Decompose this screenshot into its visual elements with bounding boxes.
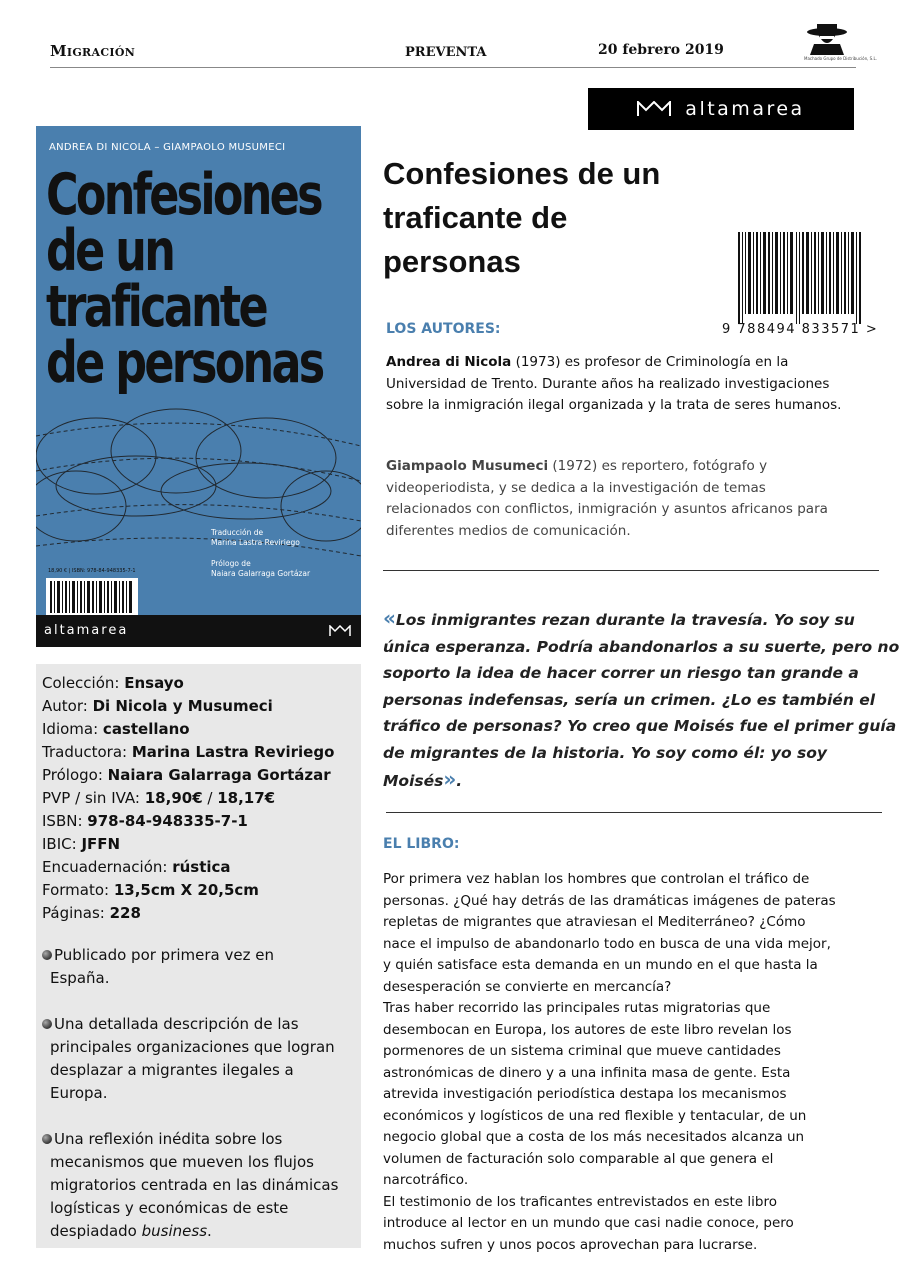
barbed-wire-illustration: [36, 396, 361, 576]
book-specs: [42, 672, 334, 925]
quote-line: personas indefensas, sería un crimen. ¿Lo es también el: [383, 690, 876, 709]
cover-translator: Marina Lastra Reviriego: [211, 538, 300, 548]
cover-prologue: [211, 559, 310, 579]
feature-bullet: Una detallada descripción de las principales organizaciones que logran desplazar a migrantes ilegales a Europa.: [42, 1013, 356, 1105]
cover-publisher-mark-icon: [329, 625, 351, 637]
quote-line: Los inmigrantes rezan durante la travesía. Yo soy su: [395, 611, 855, 629]
book-description-line: introduce al lector en un mundo que casi nadie conoce, pero: [383, 1215, 794, 1231]
publisher-banner: [588, 88, 854, 130]
book-description-line: Por primera vez hablan los hombres que controlan el tráfico de: [383, 871, 810, 887]
spec-autor: Autor: Di Nicola y Musumeci: [42, 697, 273, 715]
book-title-line: personas: [383, 244, 521, 279]
hat-figure-icon: [804, 22, 850, 56]
author-1-bio-line: (1973) es profesor de Criminología en la: [511, 354, 789, 370]
authors-heading: LOS AUTORES:: [386, 321, 501, 337]
author-2-bio-line: diferentes medios de comunicación.: [386, 522, 631, 539]
book-description-line: atrevida investigación periodística destapa los mecanismos: [383, 1086, 787, 1102]
isbn-barcode: [738, 232, 866, 324]
author-2-name: Giampaolo Musumeci: [386, 458, 549, 474]
quote-close-mark: »: [443, 767, 457, 791]
cover-title: [46, 162, 358, 396]
spec-traductora: Traductora: Marina Lastra Reviriego: [42, 743, 335, 761]
book-description-line: pormenores de un sistema criminal que mueve cantidades: [383, 1043, 781, 1059]
book-description-line: El testimonio de los traficantes entrevistados en este libro: [383, 1193, 777, 1210]
spec-ibic: IBIC: JFFN: [42, 835, 121, 853]
cover-title-line: de un: [46, 217, 174, 284]
author-2-bio-line: relacionados con conflictos, inmigración y asuntos africanos para: [386, 501, 828, 517]
book-description-line: económicos y logísticos de una red flexible y tentacular, de un: [383, 1107, 807, 1124]
cover-translation-label: Traducción de: [211, 528, 264, 537]
cover-prologue-label: Prólogo de: [211, 559, 251, 568]
author-1-bio-line: sobre la inmigración ilegal organizada y la trata de seres humanos.: [386, 397, 842, 413]
book-info-box: [36, 664, 361, 1248]
bullet-dot-icon: [42, 1019, 52, 1029]
author-1-name: Andrea di Nicola: [386, 354, 512, 370]
cover-title-line: traficante: [46, 273, 266, 340]
book-description-line: astronómicas de dinero y a una infinita masa de gente. Esta: [383, 1064, 791, 1081]
cover-authors: ANDREA DI NICOLA – GIAMPAOLO MUSUMECI: [49, 142, 286, 153]
spec-coleccion: Colección: Ensayo: [42, 674, 184, 692]
spec-formato: Formato: 13,5cm X 20,5cm: [42, 881, 259, 899]
quote-divider: [386, 812, 882, 813]
cover-title-line: de personas: [46, 329, 323, 396]
cover-barcode-bars: [46, 578, 138, 616]
spec-paginas: Páginas: 228: [42, 904, 141, 922]
spec-isbn: ISBN: 978-84-948335-7-1: [42, 812, 248, 830]
book-description-line: repletas de migrantes que atraviesan el Mediterráneo? ¿Cómo: [383, 914, 806, 930]
cover-isbn: 18,90 € | ISBN: 978-84-948335-7-1: [48, 568, 136, 574]
quote-line: de migrantes de la historia. Yo soy como él: yo soy: [383, 743, 827, 762]
book-description: [383, 869, 898, 1256]
quote-line: Moisés: [383, 772, 444, 790]
book-heading: EL LIBRO:: [383, 836, 460, 852]
book-description-line: personas. ¿Qué hay detrás de las dramáticas imágenes de pateras: [383, 892, 836, 909]
header-divider: [50, 67, 856, 68]
quote-line: soporto la idea de hacer correr un riesgo tan grande a: [383, 664, 859, 682]
book-description-line: narcotráfico.: [383, 1172, 469, 1188]
cover-footer: [36, 615, 361, 647]
cover-publisher: altamarea: [44, 623, 129, 638]
spec-pvp: PVP / sin IVA: 18,90€ / 18,17€: [42, 789, 276, 807]
barcode-digits: 9 788494 833571 >: [722, 322, 879, 337]
authors-divider: [383, 570, 879, 571]
author-1-bio-line: Universidad de Trento. Durante años ha realizado investigaciones: [386, 375, 830, 392]
cover-translation: [211, 528, 300, 548]
book-description-line: desesperación se convierte en mercancía?: [383, 978, 672, 995]
publisher-name: altamarea: [685, 98, 805, 120]
book-title-line: Confesiones de un: [383, 156, 661, 191]
book-description-line: volumen de facturación solo comparable al que genera el: [383, 1150, 774, 1167]
book-cover: [36, 126, 361, 647]
author-2-bio-line: videoperiodista, y se dedica a la investigación de temas: [386, 479, 766, 496]
author-1-bio: [386, 352, 886, 417]
book-description-line: nace el impulso de abandonarlo todo en busca de una vida mejor,: [383, 935, 831, 952]
publisher-mark-icon: [637, 101, 671, 117]
book-description-line: desembocan en Europa, los autores de este libro revelan los: [383, 1021, 792, 1038]
spec-encuadernacion: Encuadernación: rústica: [42, 858, 231, 876]
book-description-line: Tras haber recorrido las principales rutas migratorias que: [383, 1000, 771, 1016]
quote-line: única esperanza. Podría abandonarlos a su suerte, pero no: [383, 637, 900, 656]
cover-prologue-author: Naiara Galarraga Gortázar: [211, 569, 311, 579]
book-description-line: negocio global que a costa de los más necesitados alcanza un: [383, 1129, 805, 1145]
book-title: [383, 152, 723, 284]
distributor-logo: [804, 22, 877, 66]
distributor-caption: Machado Grupo de Distribución, S.L.: [804, 56, 877, 61]
section-label: Migración: [50, 42, 136, 60]
quote-open-mark: «: [383, 606, 396, 630]
bullet-dot-icon: [42, 1134, 52, 1144]
author-2-bio: [386, 456, 886, 542]
book-title-line: traficante de: [383, 200, 568, 235]
author-2-bio-line: (1972) es reportero, fotógrafo y: [548, 458, 768, 474]
presale-label: PREVENTA: [405, 45, 487, 60]
feature-bullet: Una reflexión inédita sobre los mecanismos que mueven los flujos migratorios centrada en las dinámicas logísticas y económicas de este despiadado business.: [42, 1128, 356, 1243]
quote-line: tráfico de personas? Yo creo que Moisés fue el primer guía: [383, 717, 897, 735]
release-date: 20 febrero 2019: [598, 42, 724, 58]
spec-prologo: Prólogo: Naiara Galarraga Gortázar: [42, 766, 331, 784]
bullet-dot-icon: [42, 950, 52, 960]
cover-title-line: Confesiones: [46, 162, 321, 228]
spec-idioma: Idioma: castellano: [42, 720, 190, 738]
pull-quote: «Los inmigrantes rezan durante la travesía. Yo soy su única esperanza. Podría abandonarlos a su suerte, pero no soporto la idea de hacer correr un riesgo tan grande a personas indefensas, sería un crimen. ¿Lo es también el tráfico de personas? Yo creo que Moisés fue el primer guía de migrantes de la historia. Yo soy como él: yo soy Moisés».: [383, 605, 903, 795]
cover-barcode: [46, 568, 138, 616]
feature-bullet: Publicado por primera vez en España.: [42, 944, 356, 990]
book-description-line: y quién satisface esta demanda en un mundo en el que hasta la: [383, 957, 818, 973]
book-description-line: muchos sufren y unos pocos aprovechan para lucrarse.: [383, 1236, 758, 1253]
